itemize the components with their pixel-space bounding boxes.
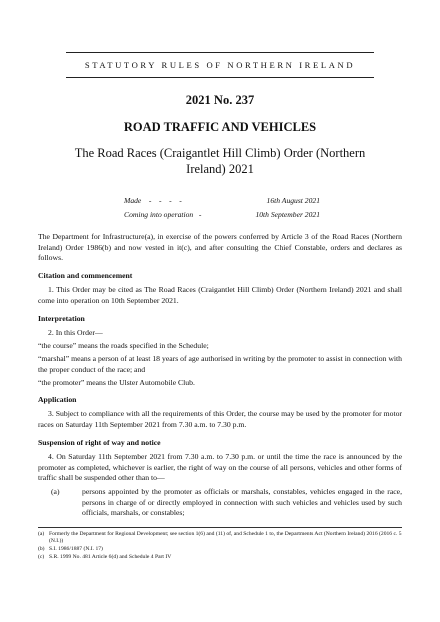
operation-label: Coming into operation - (124, 210, 202, 219)
footnote-text: S.R. 1999 No. 481 Article 6(d) and Schedule 4 Part IV (49, 554, 172, 560)
subject-heading: ROAD TRAFFIC AND VEHICLES (123, 120, 317, 134)
operation-date-row (124, 210, 320, 220)
footnote-text: Formerly the Department for Regional Development; see section 1(6) and (11) of, and Schedule 1 to, the Departments Act (Northern Ireland) 2016 (2016 c. 5 (N.I.)) (49, 531, 402, 545)
interpretation-heading: Interpretation (38, 314, 85, 323)
article-3: 3. Subject to compliance with all the requirements of this Order, the course may be used by the promoter for motor races on Saturday 11th September 2021 from 7.30 a.m. to 7.30 p.m. (38, 409, 402, 429)
footnote-rule (38, 527, 402, 528)
made-date-row (124, 196, 320, 206)
footnote-key: (c) (38, 554, 45, 560)
application-heading: Application (38, 395, 77, 404)
preamble: The Department for Infrastructure(a), in exercise of the powers conferred by Article 3 of the Road Races (Northern Ireland) Order 1986(b) and now vested in it(c), and after consulting the Chief Constable, orders and declares as follows. (38, 232, 402, 263)
item-a-label: (a) (51, 487, 60, 496)
series-heading: STATUTORY RULES OF NORTHERN IRELAND (84, 60, 356, 70)
definition-promoter: “the promoter” means the Ulster Automobile Club. (38, 378, 195, 387)
definition-marshal: “marshal” means a person of at least 18 years of age authorised in writing by the promoter to assist in connection with the proper conduct of the race; and (38, 354, 402, 374)
made-label: Made - - - - (124, 196, 182, 205)
footnote-key: (b) (38, 546, 45, 552)
definition-course: “the course” means the roads specified in the Schedule; (38, 341, 209, 350)
operation-value: 10th September 2021 (255, 210, 320, 219)
suspension-heading: Suspension of right of way and notice (38, 438, 161, 447)
header-top-rule (66, 52, 374, 53)
footnote-key: (a) (38, 531, 45, 537)
article-1: 1. This Order may be cited as The Road Races (Craigantlet Hill Climb) Order (Northern Ireland) 2021 and shall come into operation on 10th September 2021. (38, 285, 402, 305)
header-bottom-rule (66, 77, 374, 78)
item-a-text: persons appointed by the promoter as officials or marshals, constables, vehicles engaged in the race, persons in charge of or directly employed in connection with such vehicles and vehicles used by such officials, marshals, or constables; (82, 487, 402, 518)
instrument-number: 2021 No. 237 (185, 93, 255, 107)
article-2-intro: 2. In this Order— (48, 328, 103, 337)
citation-heading: Citation and commencement (38, 271, 133, 280)
made-value: 16th August 2021 (266, 196, 320, 205)
footnote-text: S.I. 1986/1887 (N.I. 17) (49, 546, 103, 552)
order-title: The Road Races (Craigantlet Hill Climb) Order (Northern Ireland) 2021 (74, 146, 366, 176)
article-4: 4. On Saturday 11th September 2021 from 7.30 a.m. to 7.30 p.m. or until the time the race is announced by the promoter as completed, whichever is earlier, the right of way on the course of all persons, vehicles and other forms of traffic shall be suspended other than to— (38, 452, 402, 483)
